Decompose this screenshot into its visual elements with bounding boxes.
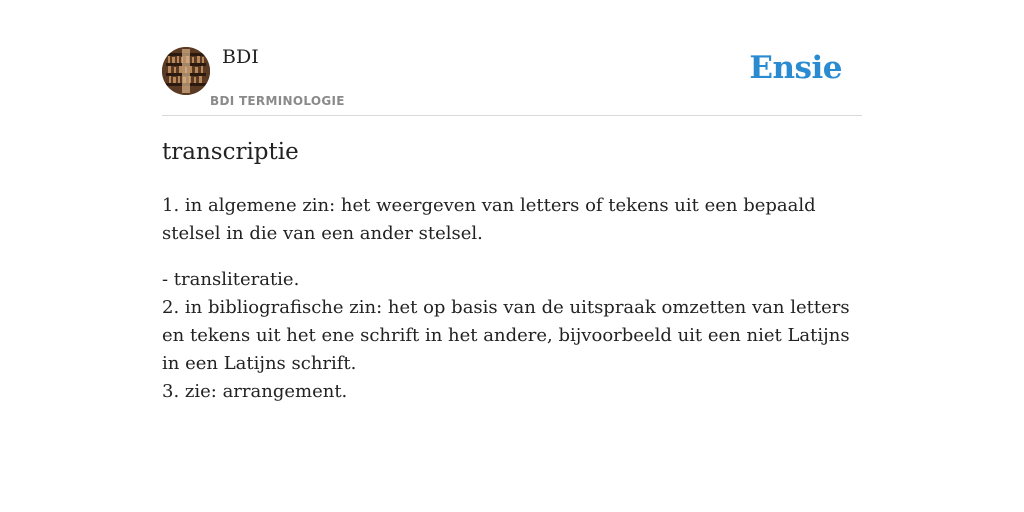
entry-header bbox=[162, 0, 862, 116]
definition-paragraph-2 bbox=[162, 266, 862, 406]
entry-definition bbox=[162, 192, 862, 424]
definition-line: 3. zie: arrangement. bbox=[162, 381, 348, 402]
entry-title: transcriptie bbox=[162, 139, 299, 165]
library-books-icon bbox=[162, 47, 210, 95]
definition-line: 2. in bibliografische zin: het op basis van de uitspraak omzetten van letters en tekens uit het ene schrift in het andere, bijvoorbeeld uit een niet Latijns in een Latijns schrift. bbox=[162, 297, 850, 374]
definition-line: - transliteratie. bbox=[162, 269, 300, 290]
definition-paragraph-1: 1. in algemene zin: het weergeven van letters of tekens uit een bepaald stelsel in die van een ander stelsel. bbox=[162, 195, 816, 244]
source-label[interactable]: BDI TERMINOLOGIE bbox=[210, 94, 345, 108]
entry-card bbox=[162, 0, 862, 402]
brand-logo[interactable]: Ensie bbox=[749, 50, 842, 86]
author-name[interactable]: BDI bbox=[222, 46, 259, 68]
author-avatar[interactable] bbox=[162, 47, 210, 95]
